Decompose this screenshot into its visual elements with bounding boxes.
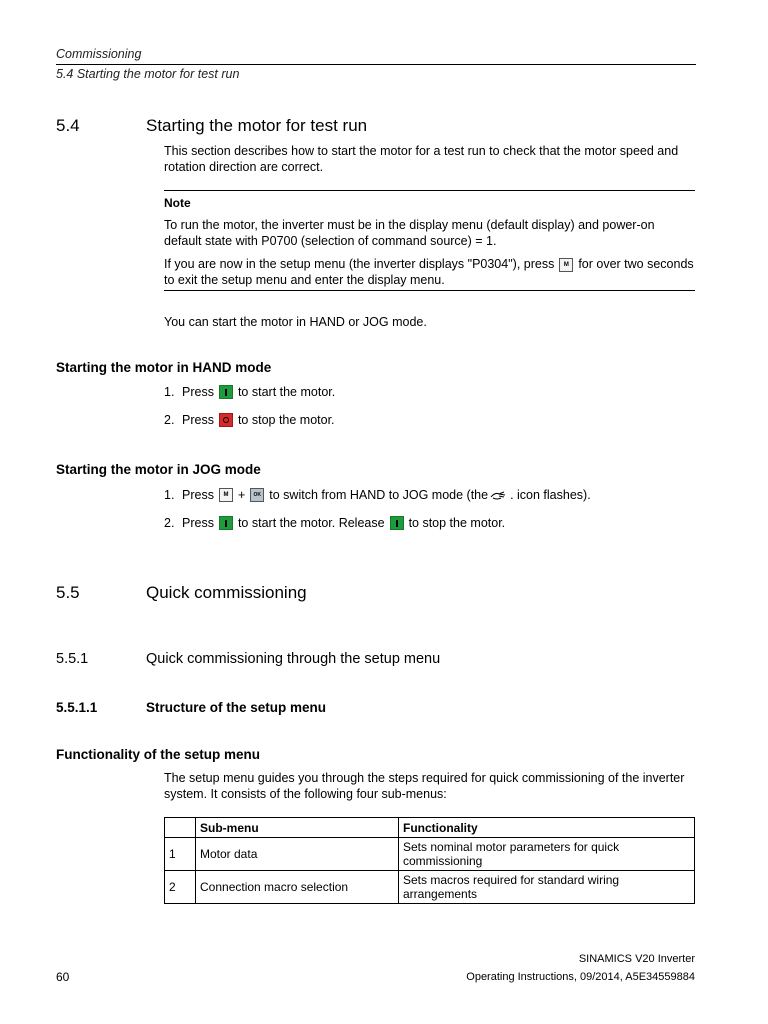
note-paragraph-2	[164, 256, 694, 288]
stop-key-icon	[219, 413, 233, 427]
running-header-section: 5.4 Starting the motor for test run	[56, 67, 240, 81]
intro-paragraph: This section describes how to start the motor for a test run to check that the motor speed and rotation direction are correct.	[164, 144, 679, 174]
step-text: Press	[182, 385, 214, 399]
table-cell: Sets macros required for standard wiring arrangements	[399, 871, 695, 904]
subsubsection-title: Structure of the setup menu	[146, 700, 327, 715]
run-key-icon	[219, 385, 233, 399]
note-bottom-rule	[164, 290, 695, 291]
note-title: Note	[164, 196, 191, 210]
footer-product: SINAMICS V20 Inverter	[578, 953, 695, 965]
step-text: . icon flashes).	[510, 488, 591, 502]
run-key-icon	[219, 516, 233, 530]
note-paragraph-1: To run the motor, the inverter must be in the display menu (default display) and power-on default state with P0700 (selection of command source) = 1.	[164, 218, 655, 248]
step-number: 1.	[164, 385, 175, 399]
note-p2-text-b: for over two seconds to exit the setup menu and enter the display menu.	[164, 257, 694, 287]
table-row	[165, 871, 695, 904]
section-title: Quick commissioning	[146, 583, 307, 602]
run-key-icon	[390, 516, 404, 530]
jog-step-1	[164, 488, 591, 502]
section-title: Starting the motor for test run	[146, 116, 368, 135]
table-header-row	[165, 818, 695, 838]
running-header-chapter: Commissioning	[56, 47, 142, 61]
plus-sign: +	[237, 488, 246, 502]
step-text: Press	[182, 488, 214, 502]
table-cell: 1	[165, 838, 196, 871]
functionality-heading: Functionality of the setup menu	[56, 747, 261, 762]
jog-hand-icon	[490, 489, 508, 501]
m-key-icon: M	[559, 258, 573, 272]
hand-step-1	[164, 385, 335, 399]
note-p2-text-a: If you are now in the setup menu (the inverter displays "P0304"), press	[164, 257, 555, 271]
section-number: 5.5	[56, 583, 80, 602]
header-rule	[56, 64, 696, 65]
subsubsection-number: 5.5.1.1	[56, 700, 98, 715]
jog-step-2	[164, 516, 505, 530]
table-cell: Motor data	[196, 838, 399, 871]
subsection-title: Quick commissioning through the setup menu	[146, 651, 441, 667]
ok-key-icon: OK	[250, 488, 264, 502]
functionality-paragraph: The setup menu guides you through the steps required for quick commissioning of the inverter system. It consists of the following four sub-menus:	[164, 771, 685, 801]
table-header-cell: Sub-menu	[196, 818, 399, 838]
step-text: to switch from HAND to JOG mode (the	[269, 488, 489, 502]
step-text: to start the motor.	[237, 385, 336, 399]
step-text: Press	[182, 516, 214, 530]
hand-step-2	[164, 413, 335, 427]
step-text: to stop the motor.	[408, 516, 506, 530]
footer-doc-info: Operating Instructions, 09/2014, A5E34559884	[466, 971, 695, 983]
step-number: 2.	[164, 413, 175, 427]
section-number: 5.4	[56, 116, 80, 135]
m-key-icon: M	[219, 488, 233, 502]
step-number: 2.	[164, 516, 175, 530]
submenu-table	[164, 817, 695, 904]
modes-paragraph: You can start the motor in HAND or JOG mode.	[164, 315, 427, 329]
step-text: to stop the motor.	[237, 413, 335, 427]
table-cell: Sets nominal motor parameters for quick commissioning	[399, 838, 695, 871]
table-cell: Connection macro selection	[196, 871, 399, 904]
table-cell: 2	[165, 871, 196, 904]
table-row	[165, 838, 695, 871]
table-header-cell: Functionality	[399, 818, 695, 838]
jog-mode-heading: Starting the motor in JOG mode	[56, 462, 261, 477]
page-number: 60	[56, 970, 70, 984]
table-header-cell	[165, 818, 196, 838]
subsection-number: 5.5.1	[56, 651, 89, 667]
step-text: Press	[182, 413, 214, 427]
note-top-rule	[164, 190, 695, 191]
step-text: to start the motor. Release	[237, 516, 385, 530]
step-number: 1.	[164, 488, 175, 502]
hand-mode-heading: Starting the motor in HAND mode	[56, 360, 272, 375]
